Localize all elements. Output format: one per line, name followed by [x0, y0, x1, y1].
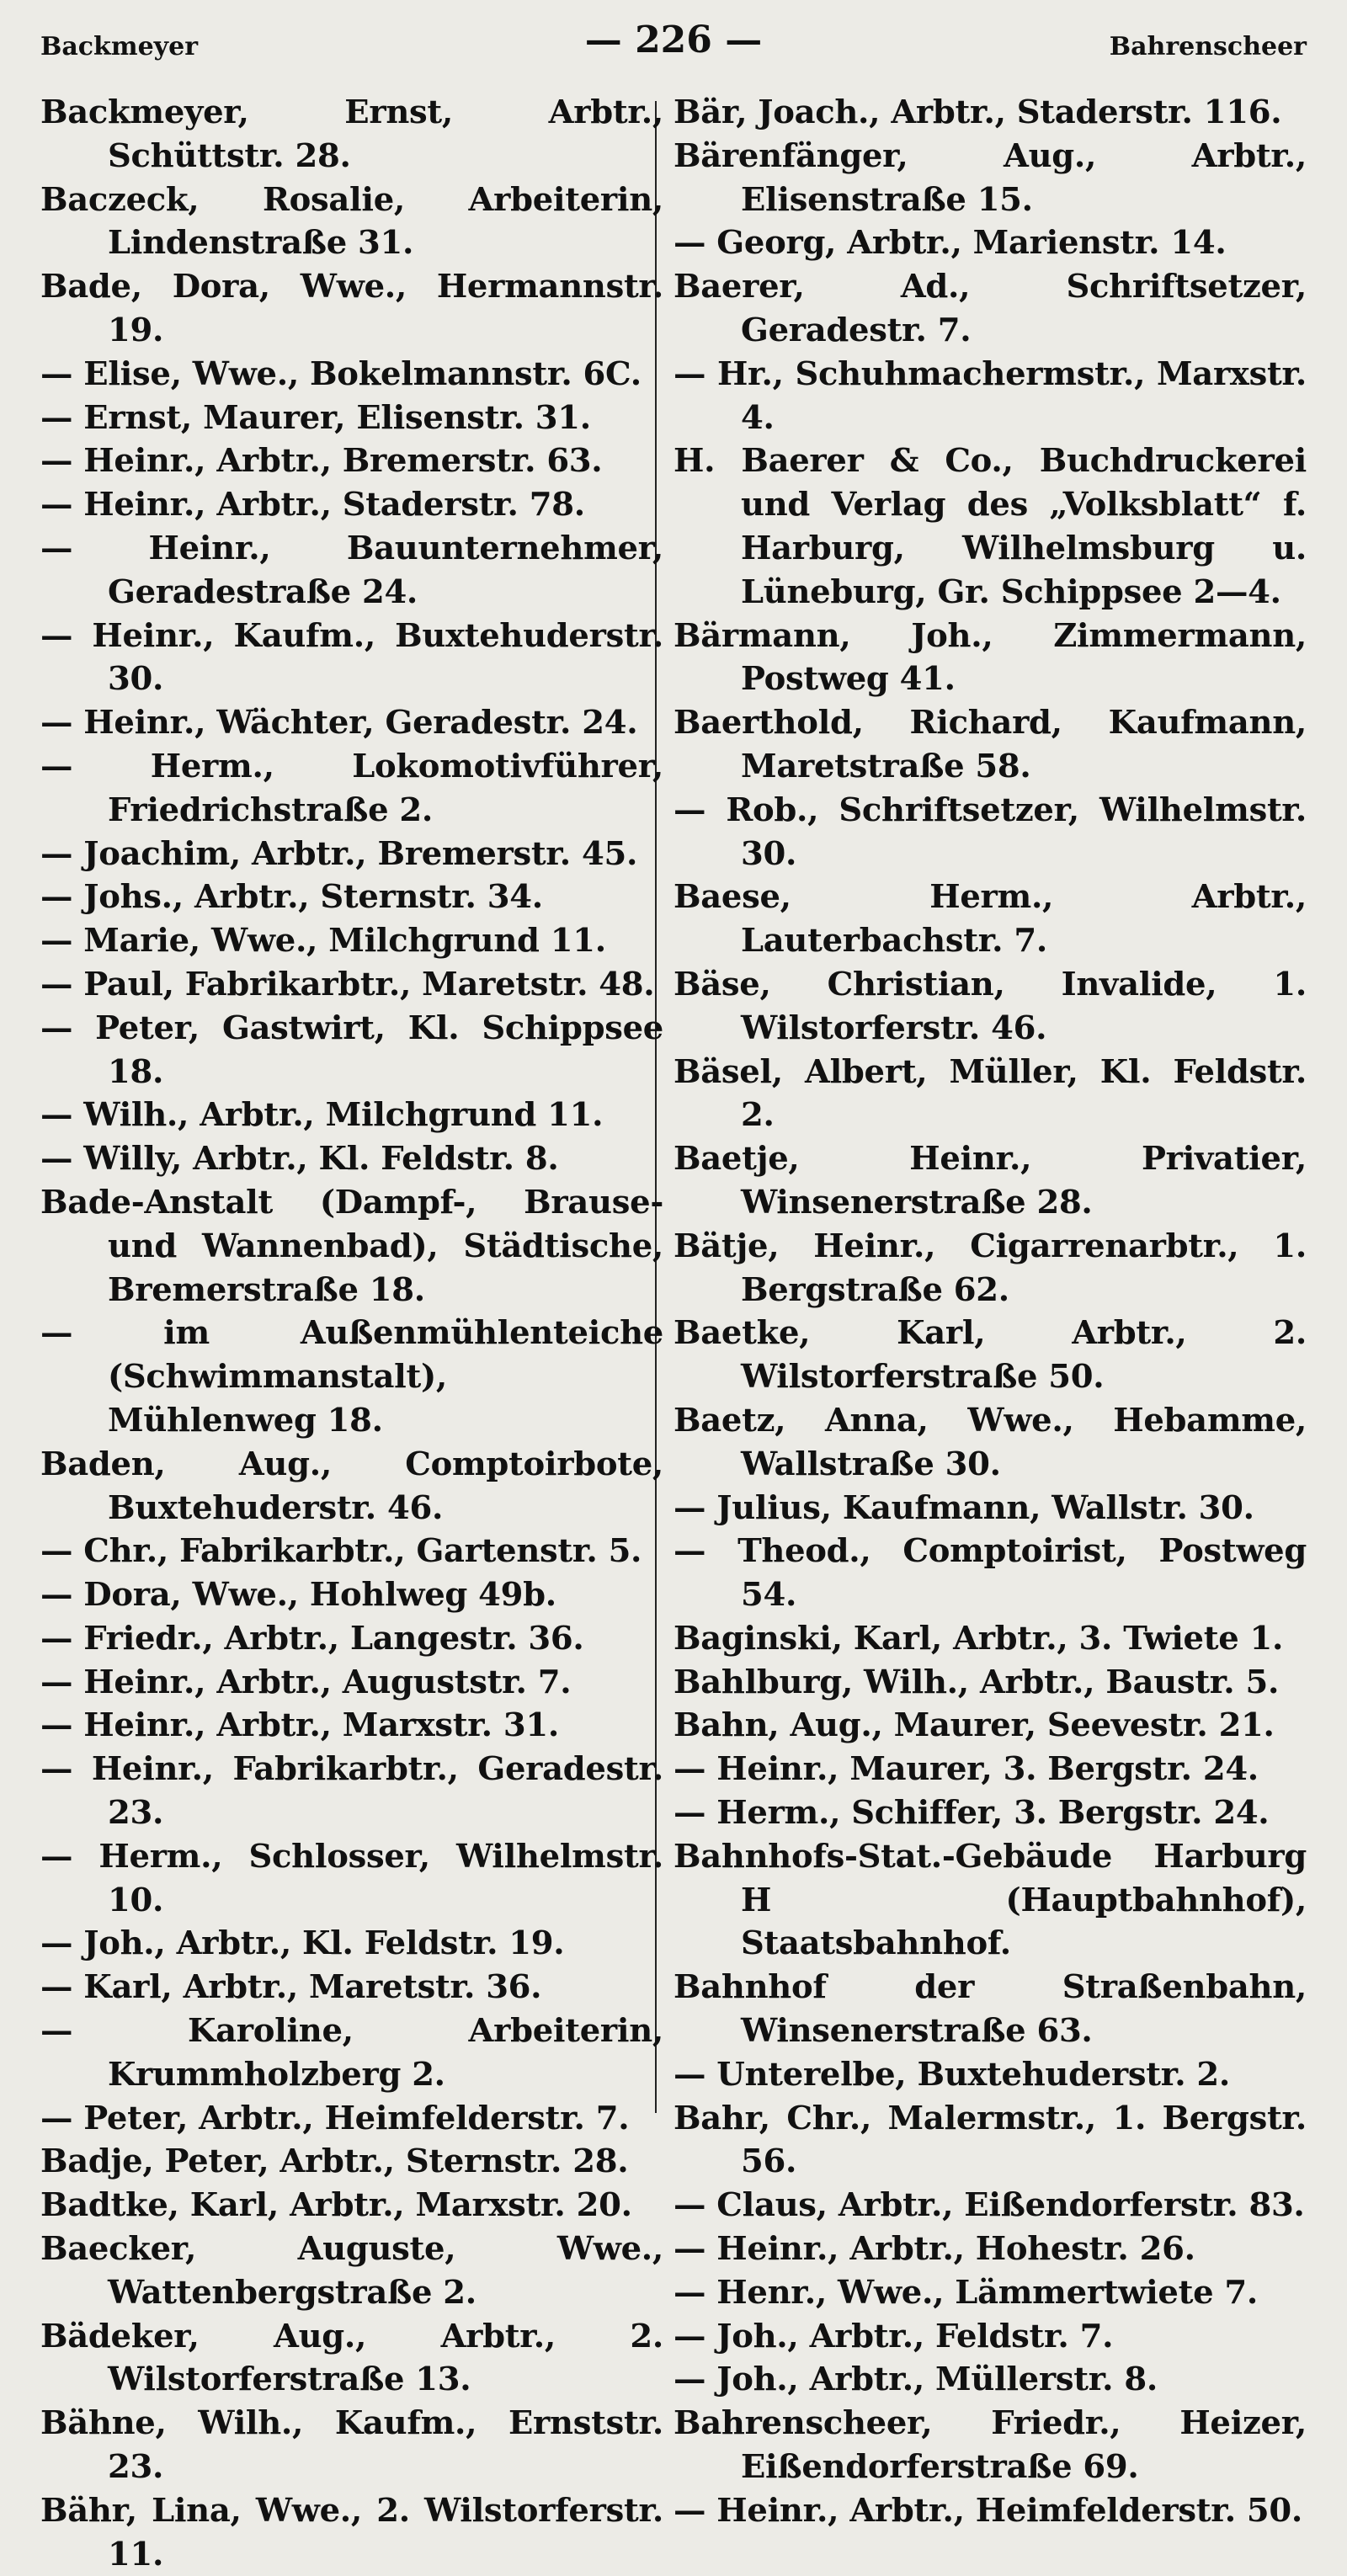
list-item: Badje, Peter, Arbtr., Sternstr. 28. [40, 2142, 629, 2181]
list-item: Baerer, Ad., Schriftsetzer, Geradestr. 7. [674, 268, 1307, 349]
header-right-catchword: Bahrenscheer [1109, 32, 1307, 61]
list-item: — Herm., Schlosser, Wilhelmstr. 10. [40, 1837, 663, 1919]
list-item: Baerthold, Richard, Kaufmann, Maretstraße 58. [674, 704, 1307, 785]
list-item: — Heinr., Kaufm., Buxtehuderstr. 30. [40, 616, 663, 699]
list-item: Baginski, Karl, Arbtr., 3. Twiete 1. [674, 1619, 1284, 1658]
list-item: — Wilh., Arbtr., Milchgrund 11. [40, 1096, 604, 1135]
left-column [40, 91, 663, 2576]
list-item: Bär, Joach., Arbtr., Staderstr. 116. [674, 93, 1282, 131]
list-item: — Johs., Arbtr., Sternstr. 34. [40, 878, 543, 917]
list-item: — Julius, Kaufmann, Wallstr. 30. [674, 1488, 1254, 1527]
list-item: — Karl, Arbtr., Maretstr. 36. [40, 1968, 542, 2007]
list-item: — Heinr., Arbtr., Bremerstr. 63. [40, 442, 603, 481]
list-item: — Herm., Lokomotivführer, Friedrichstraße 2. [40, 747, 663, 829]
list-item: — Friedr., Arbtr., Langestr. 36. [40, 1619, 584, 1658]
list-item: Bätje, Heinr., Cigarrenarbtr., 1. Bergstraße 62. [674, 1227, 1307, 1309]
list-item: — Heinr., Maurer, 3. Bergstr. 24. [674, 1750, 1259, 1789]
list-item: Bahlburg, Wilh., Arbtr., Baustr. 5. [674, 1663, 1280, 1701]
list-item: Bärmann, Joh., Zimmermann, Postweg 41. [674, 616, 1307, 699]
list-item: Badtke, Karl, Arbtr., Marxstr. 20. [40, 2186, 632, 2225]
list-item: — Claus, Arbtr., Eißendorferstr. 83. [674, 2186, 1305, 2225]
list-item: — Peter, Gastwirt, Kl. Schippsee 18. [40, 1009, 663, 1091]
list-item: Baese, Herm., Arbtr., Lauterbachstr. 7. [674, 878, 1307, 961]
list-item: Bahrenscheer, Friedr., Heizer, Eißendorferstraße 69. [674, 2404, 1307, 2487]
list-item: — Henr., Wwe., Lämmertwiete 7. [674, 2273, 1259, 2312]
list-item: — Heinr., Arbtr., Staderstr. 78. [40, 486, 585, 524]
list-item: Bade-Anstalt (Dampf-, Brause- und Wannenbad), Städtische, Bremerstraße 18. [40, 1183, 663, 1309]
list-item: Baetje, Heinr., Privatier, Winsenerstraße 28. [674, 1140, 1307, 1221]
list-item: — Rob., Schriftsetzer, Wilhelmstr. 30. [674, 790, 1307, 873]
list-item: — Heinr., Arbtr., Marxstr. 31. [40, 1706, 559, 1745]
list-item: Baetke, Karl, Arbtr., 2. Wilstorferstraße 50. [674, 1314, 1307, 1397]
page-number: — 226 — [584, 19, 763, 61]
list-item: — Peter, Arbtr., Heimfelderstr. 7. [40, 2099, 630, 2137]
right-column [674, 91, 1307, 2533]
list-item: Bahr, Chr., Malermstr., 1. Bergstr. 56. [674, 2099, 1307, 2181]
list-item: — Joh., Arbtr., Müllerstr. 8. [674, 2360, 1158, 2399]
list-item: Bade, Dora, Wwe., Hermannstr. 19. [40, 268, 663, 349]
list-item: — Heinr., Arbtr., Auguststr. 7. [40, 1663, 572, 1701]
list-item: Bahn, Aug., Maurer, Seevestr. 21. [674, 1706, 1275, 1745]
list-item: Bädeker, Aug., Arbtr., 2. Wilstorferstraße 13. [40, 2317, 663, 2399]
list-item: Bähne, Wilh., Kaufm., Ernststr. 23. [40, 2404, 663, 2487]
list-item: — Chr., Fabrikarbtr., Gartenstr. 5. [40, 1532, 642, 1571]
list-item: Baden, Aug., Comptoirbote, Buxtehuderstr. 46. [40, 1445, 663, 1527]
list-item: Bähr, Lina, Wwe., 2. Wilstorferstr. 11. [40, 2491, 663, 2573]
list-item: — Karoline, Arbeiterin, Krummholzberg 2. [40, 2012, 663, 2094]
list-item: Bahnhof der Straßenbahn, Winsenerstraße 63. [674, 1968, 1307, 2051]
list-item: — Elise, Wwe., Bokelmannstr. 6C. [40, 354, 642, 393]
list-item: — Georg, Arbtr., Marienstr. 14. [674, 224, 1227, 263]
list-item: — Heinr., Arbtr., Heimfelderstr. 50. [674, 2491, 1302, 2530]
list-item: — Unterelbe, Buxtehuderstr. 2. [674, 2055, 1231, 2094]
list-item: H. Baerer & Co., Buchdruckerei und Verlag des „Volksblatt“ f. Harburg, Wilhelmsburg u. Lüneburg, Gr. Schippsee 2—4. [674, 442, 1307, 611]
list-item: — Dora, Wwe., Hohlweg 49b. [40, 1576, 556, 1615]
list-item: Bäse, Christian, Invalide, 1. Wilstorferstr. 46. [674, 965, 1307, 1047]
list-item: — Paul, Fabrikarbtr., Maretstr. 48. [40, 965, 655, 1003]
list-item: Bärenfänger, Aug., Arbtr., Elisenstraße 15. [674, 136, 1307, 219]
list-item: — Heinr., Fabrikarbtr., Geradestr. 23. [40, 1750, 663, 1833]
list-item: Bäsel, Albert, Müller, Kl. Feldstr. 2. [674, 1052, 1307, 1135]
page-header [40, 15, 1307, 66]
list-item: — Heinr., Arbtr., Hohestr. 26. [674, 2230, 1195, 2269]
list-item: — Hr., Schuhmachermstr., Marxstr. 4. [674, 354, 1307, 437]
list-item: — Joh., Arbtr., Feldstr. 7. [674, 2317, 1114, 2355]
list-item: Baecker, Auguste, Wwe., Wattenbergstraße 2. [40, 2230, 663, 2312]
list-item: — Joh., Arbtr., Kl. Feldstr. 19. [40, 1924, 565, 1963]
list-item: — Marie, Wwe., Milchgrund 11. [40, 922, 606, 961]
list-item: — Heinr., Wächter, Geradestr. 24. [40, 704, 638, 742]
list-item: — Theod., Comptoirist, Postweg 54. [674, 1532, 1307, 1615]
list-item: — Joachim, Arbtr., Bremerstr. 45. [40, 834, 638, 873]
list-item: Baczeck, Rosalie, Arbeiterin, Lindenstraße 31. [40, 180, 663, 263]
list-item: Baetz, Anna, Wwe., Hebamme, Wallstraße 30. [674, 1401, 1307, 1483]
list-item: — Herm., Schiffer, 3. Bergstr. 24. [674, 1794, 1270, 1833]
list-item: Bahnhofs-Stat.-Gebäude Harburg H (Hauptbahnhof), Staatsbahnhof. [674, 1837, 1307, 1963]
list-item: — Willy, Arbtr., Kl. Feldstr. 8. [40, 1140, 559, 1179]
list-item: — Heinr., Bauunternehmer, Geradestraße 24. [40, 529, 663, 611]
list-item: — Ernst, Maurer, Elisenstr. 31. [40, 398, 591, 437]
list-item: — im Außenmühlenteiche (Schwimmanstalt), Mühlenweg 18. [40, 1314, 663, 1440]
list-item: Backmeyer, Ernst, Arbtr., Schüttstr. 28. [40, 93, 663, 175]
header-left-catchword: Backmeyer [40, 32, 199, 61]
